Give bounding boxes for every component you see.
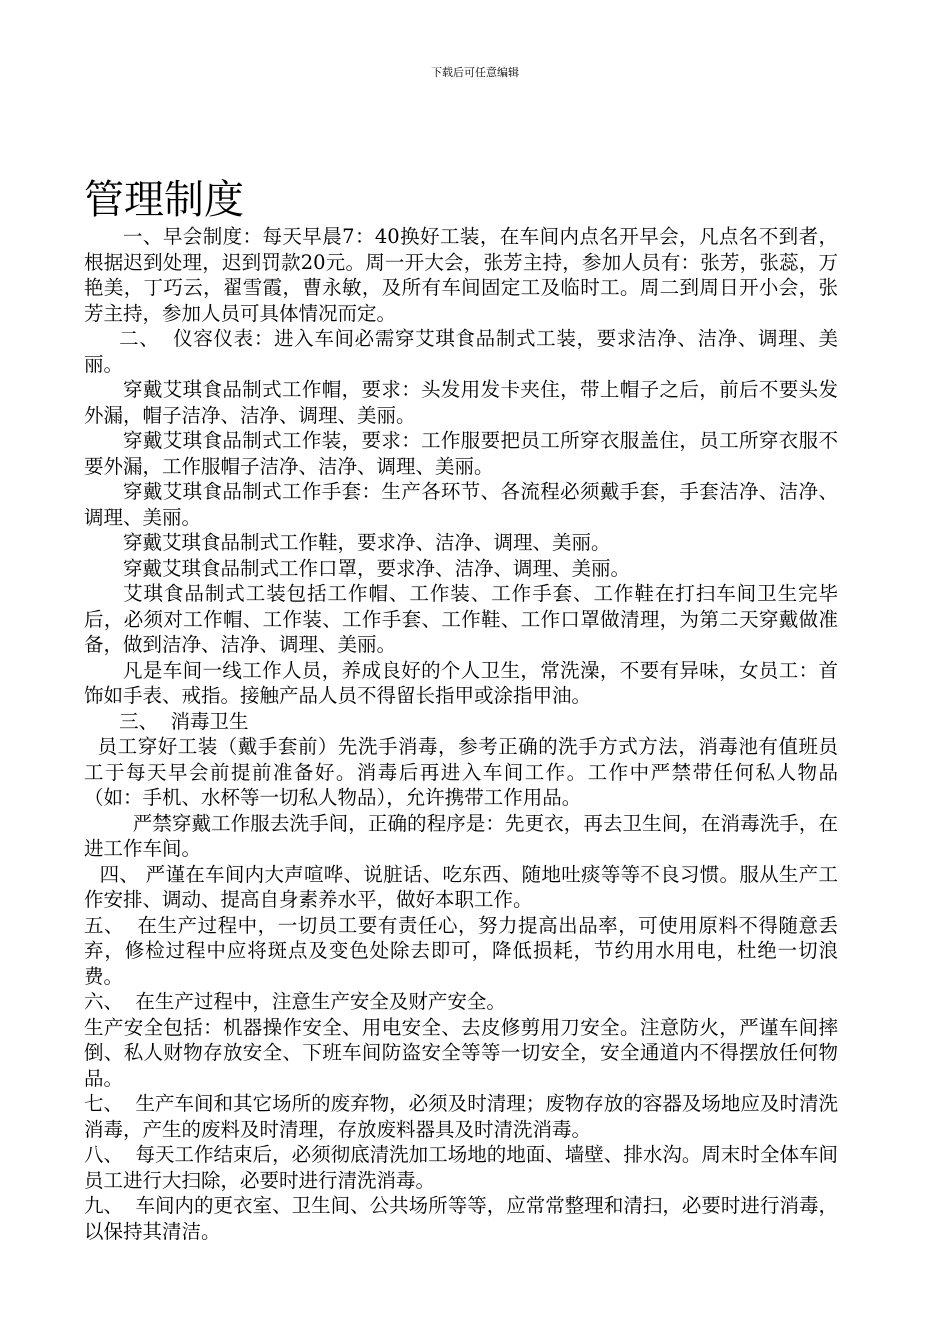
- paragraph-hand-washing: 员工穿好工装（戴手套前）先洗手消毒，参考正确的洗手方式方法，消毒池有值班员工于每天早会前提前准备好。消毒后再进入车间工作。工作中严禁带任何私人物品（如：手机、水杯等一切私人物品），允许携带工作用品。: [84, 735, 838, 809]
- paragraph-personal-hygiene: 凡是车间一线工作人员，养成良好的个人卫生，常洗澡，不要有异味，女员工：首饰如手表、戒指。接触产品人员不得留长指甲或涂指甲油。: [84, 658, 838, 707]
- paragraph-conduct: 四、 严谨在车间内大声喧哗、说脏话、吃东西、随地吐痰等等不良习惯。服从生产工作安排、调动、提高自身素养水平，做好本职工作。: [84, 862, 838, 911]
- paragraph-safety-heading: 六、 在生产过程中，注意生产安全及财产安全。: [84, 990, 506, 1013]
- paragraph-appearance: 二、 仪容仪表：进入车间必需穿艾琪食品制式工装，要求洁净、洁净、调理、美丽。: [84, 327, 838, 376]
- paragraph-work-clothes: 穿戴艾琪食品制式工作装，要求：工作服要把员工所穿衣服盖住，员工所穿衣服不要外漏，工作服帽子洁净、洁净、调理、美丽。: [84, 429, 838, 478]
- page-title: 管理制度: [84, 177, 244, 223]
- paragraph-safety-details: 生产安全包括：机器操作安全、用电安全、去皮修剪用刀安全。注意防火，严谨车间摔倒、私人财物存放安全、下班车间防盗安全等等一切安全，安全通道内不得摆放任何物品。: [84, 1015, 838, 1090]
- paragraph-work-shoes: 穿戴艾琪食品制式工作鞋，要求净、洁净、调理、美丽。: [123, 531, 611, 554]
- paragraph-waste-prevention: 五、 在生产过程中，一切员工要有责任心，努力提高出品率，可使用原料不得随意丢弃，修检过程中应将斑点及变色处除去即可，降低损耗，节约用水用电，杜绝一切浪费。: [84, 913, 838, 988]
- paragraph-work-gloves: 穿戴艾琪食品制式工作手套：生产各环节、各流程必须戴手套，手套洁净、洁净、调理、美丽。: [84, 480, 838, 529]
- page-header: 下载后可任意编辑: [431, 66, 519, 79]
- paragraph-uniform-cleaning: 艾琪食品制式工装包括工作帽、工作装、工作手套、工作鞋在打扫车间卫生完毕后，必须对工作帽、工作装、工作手套、工作鞋、工作口罩做清理，为第二天穿戴做准备，做到洁净、洁净、调理、美丽。: [84, 582, 838, 656]
- paragraph-morning-meeting: 一、早会制度：每天早晨7：40换好工装，在车间内点名开早会，凡点名不到者，根据迟到处理，迟到罚款20元。周一开大会，张芳主持，参加人员有：张芳，张蕊，万艳美，丁巧云，翟雪霞，曹永敏，及所有车间固定工及临时工。周二到周日开小会，张芳主持，参加人员可具体情况而定。: [84, 225, 838, 325]
- paragraph-facility-cleaning: 九、 车间内的更衣室、卫生间、公共场所等等，应常常整理和清扫，必要时进行消毒，以保持其清洁。: [84, 1194, 838, 1243]
- paragraph-disinfection-heading: 三、 消毒卫生: [119, 709, 249, 733]
- paragraph-daily-cleaning: 八、 每天工作结束后，必须彻底清洗加工场地的地面、墙壁、排水沟。周末时全体车间员工进行大扫除，必要时进行清洗消毒。: [84, 1143, 838, 1192]
- paragraph-restroom-rule: 严禁穿戴工作服去洗手间，正确的程序是：先更衣，再去卫生间，在消毒洗手，在进工作车间。: [84, 811, 838, 860]
- paragraph-work-cap: 穿戴艾琪食品制式工作帽，要求：头发用发卡夹住，带上帽子之后，前后不要头发外漏，帽子洁净、洁净、调理、美丽。: [84, 378, 838, 427]
- document-body: [84, 224, 838, 1244]
- paragraph-waste-disposal: 七、 生产车间和其它场所的废弃物，必须及时清理；废物存放的容器及场地应及时清洗消毒，产生的废料及时清理，存放废料器具及时清洗消毒。: [84, 1092, 838, 1141]
- paragraph-work-mask: 穿戴艾琪食品制式工作口罩，要求净、洁净、调理、美丽。: [123, 556, 631, 580]
